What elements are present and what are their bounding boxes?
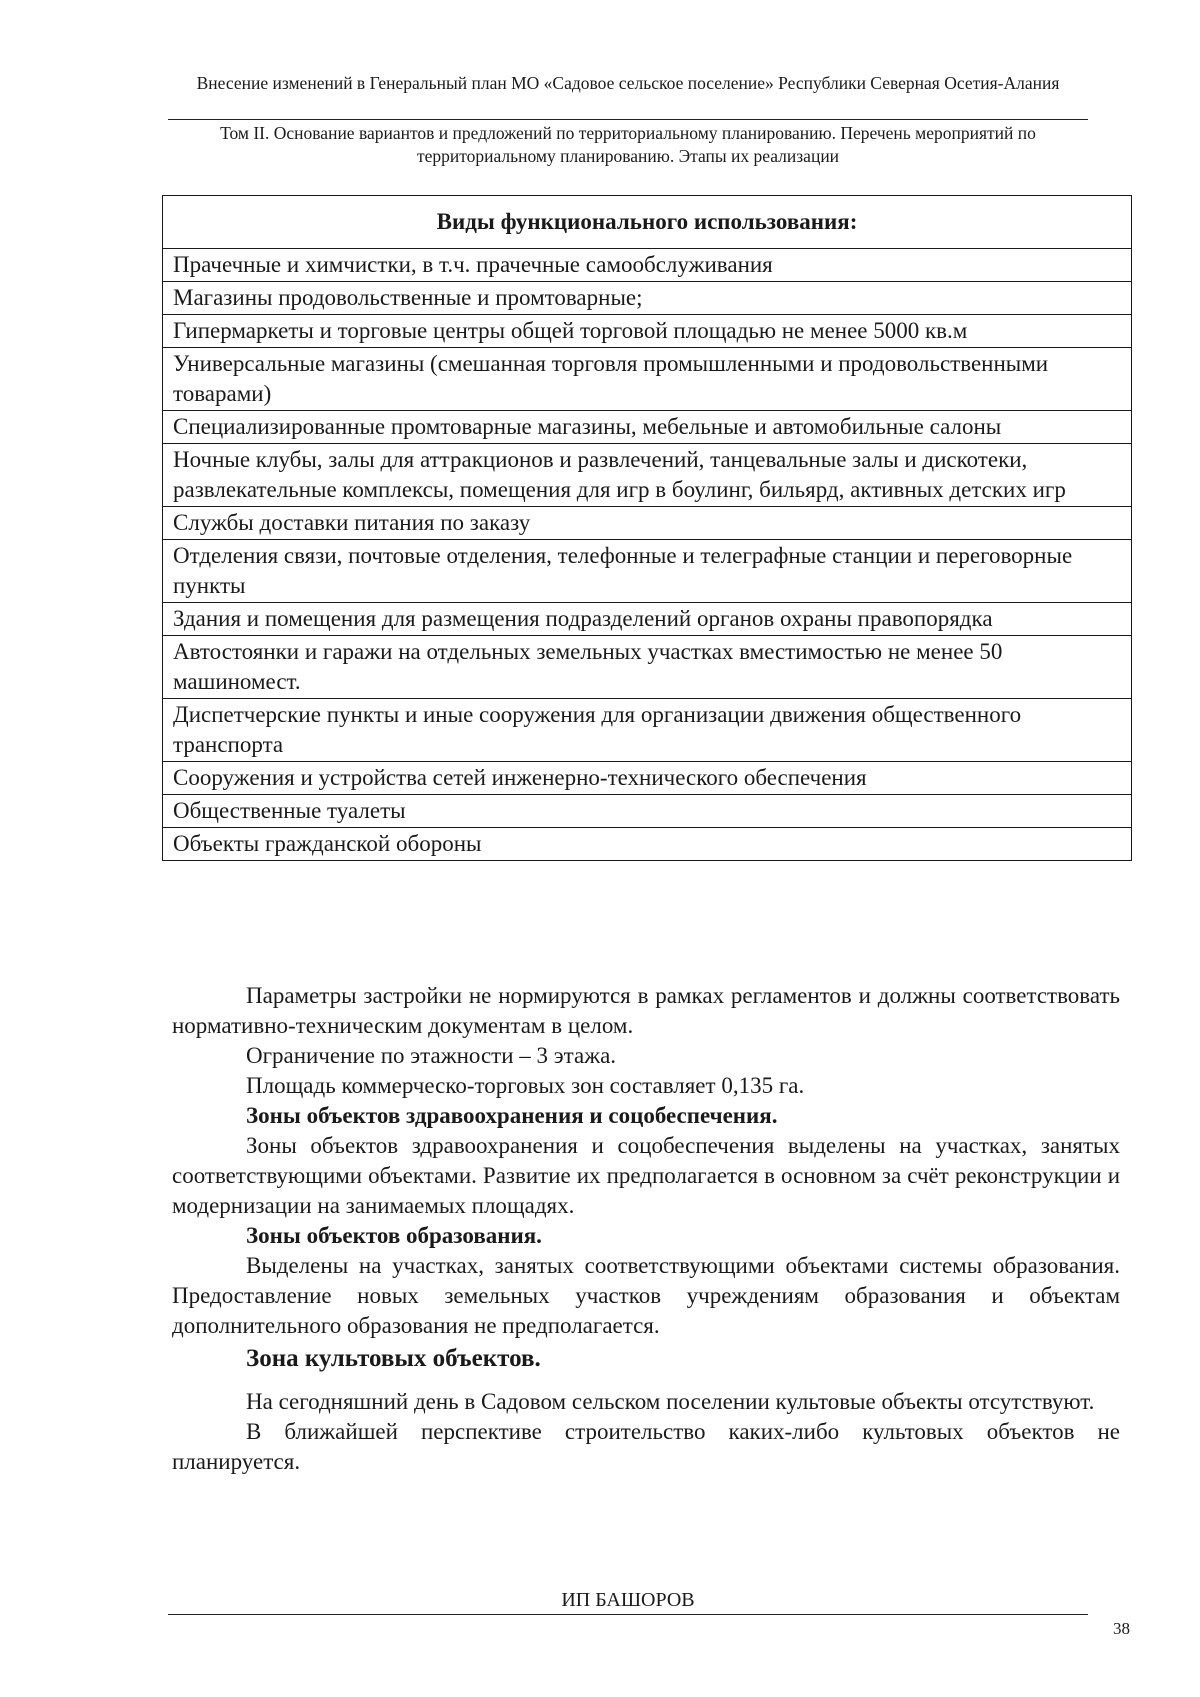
table-row [163, 699, 1132, 762]
table-row [163, 348, 1132, 411]
footer-company: ИП БАШОРОВ [561, 1589, 695, 1611]
paragraph-commercial-area: Площадь коммерческо-торговых зон составляет 0,135 га. [246, 1073, 805, 1098]
table-row [163, 507, 1132, 540]
document-header-title: Внесение изменений в Генеральный план МО «Садовое сельское поселение» Республики Северная Осетия-Алания [196, 73, 1060, 93]
paragraph-education-zones: Выделены на участках, занятых соответствующими объектами системы образования. Предоставление новых земельных участков учреждениям образования и объектам дополнительного образования не предполагается. [172, 1253, 1120, 1338]
table-row [163, 315, 1132, 348]
functional-usage-table [162, 195, 1132, 861]
table-cell: Специализированные промтоварные магазины, мебельные и автомобильные салоны [163, 411, 1132, 444]
table-cell: Диспетчерские пункты и иные сооружения для организации движения общественного транспорта [163, 699, 1132, 762]
table-row [163, 444, 1132, 507]
table-cell: Магазины продовольственные и промтоварные; [163, 282, 1132, 315]
table-row [163, 282, 1132, 315]
table-row [163, 249, 1132, 282]
table-cell: Универсальные магазины (смешанная торговля промышленными и продовольственными товарами) [163, 348, 1132, 411]
table-cell: Здания и помещения для размещения подразделений органов охраны правопорядка [163, 603, 1132, 636]
paragraph-building-parameters: Параметры застройки не нормируются в рамках регламентов и должны соответствовать нормативно-техническим документам в целом. [172, 983, 1120, 1038]
paragraph-religious-future: В ближайшей перспективе строительство каких-либо культовых объектов не планируется. [172, 1419, 1120, 1474]
heading-education-zones: Зоны объектов образования. [246, 1223, 542, 1248]
paragraph-floor-limit: Ограничение по этажности – 3 этажа. [246, 1043, 617, 1068]
table-header-cell: Виды функционального использования: [163, 196, 1132, 249]
table-cell: Автостоянки и гаражи на отдельных земельных участках вместимостью не менее 50 машиномест. [163, 636, 1132, 699]
table-row [163, 636, 1132, 699]
document-body [172, 981, 1120, 1477]
paragraph-health-zones: Зоны объектов здравоохранения и соцобеспечения выделены на участках, занятых соответствующими объектами. Развитие их предполагается в основном за счёт реконструкции и модернизации на занимаемых площадях. [172, 1133, 1120, 1218]
document-header-subtitle: Том II. Основание вариантов и предложений по территориальному планированию. Перечень мероприятий по территориальному планированию. Этапы их реализации [220, 123, 1036, 166]
heading-religious-zone: Зона культовых объектов. [246, 1345, 541, 1372]
paragraph-religious-current: На сегодняшний день в Садовом сельском поселении культовые объекты отсутствуют. [246, 1389, 1095, 1414]
table-cell: Общественные туалеты [163, 795, 1132, 828]
page-number: 38 [1113, 1619, 1130, 1638]
header-divider [168, 119, 1088, 120]
table-row [163, 603, 1132, 636]
table-row [163, 762, 1132, 795]
table-cell: Сооружения и устройства сетей инженерно-технического обеспечения [163, 762, 1132, 795]
table-cell: Объекты гражданской обороны [163, 828, 1132, 861]
table-cell: Службы доставки питания по заказу [163, 507, 1132, 540]
table-row [163, 411, 1132, 444]
table-cell: Ночные клубы, залы для аттракционов и развлечений, танцевальные залы и дискотеки, развлекательные комплексы, помещения для игр в боулинг, бильярд, активных детских игр [163, 444, 1132, 507]
table-row [163, 795, 1132, 828]
table-row [163, 540, 1132, 603]
heading-health-zones: Зоны объектов здравоохранения и соцобеспечения. [246, 1103, 778, 1128]
table-cell: Отделения связи, почтовые отделения, телефонные и телеграфные станции и переговорные пункты [163, 540, 1132, 603]
table-header-row [163, 196, 1132, 249]
footer-divider [168, 1614, 1088, 1615]
table-row [163, 828, 1132, 861]
table-cell: Гипермаркеты и торговые центры общей торговой площадью не менее 5000 кв.м [163, 315, 1132, 348]
table-cell: Прачечные и химчистки, в т.ч. прачечные самообслуживания [163, 249, 1132, 282]
